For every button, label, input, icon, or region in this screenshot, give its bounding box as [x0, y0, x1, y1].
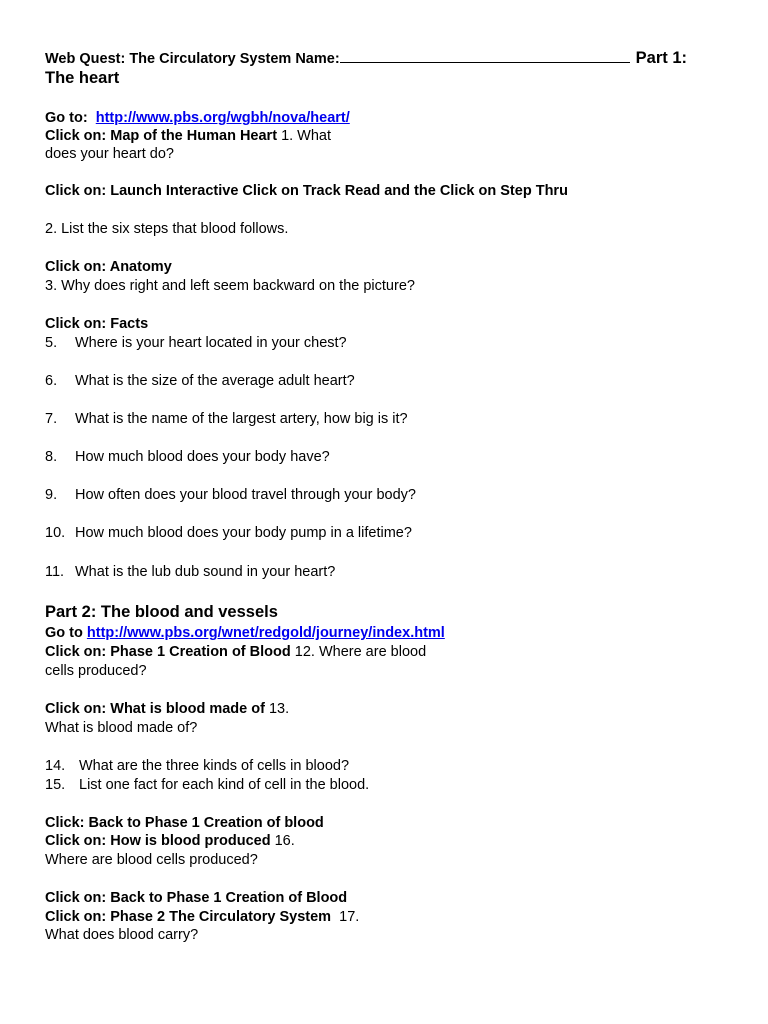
- question-12: 12. Where are blood: [294, 644, 427, 660]
- click-made-line: [45, 700, 289, 719]
- nova-heart-link[interactable]: http://www.pbs.org/wgbh/nova/heart/: [95, 110, 350, 126]
- click-how-line: [45, 832, 295, 851]
- question-15: 15. List one fact for each kind of cell in the blood.: [45, 777, 370, 793]
- goto-label-2: Go to: [45, 625, 83, 641]
- question-5: 5. Where is your heart located in your chest?: [45, 335, 347, 351]
- question-8: 8. How much blood does your body have?: [45, 449, 330, 465]
- click-made-instruction: Click on: What is blood made of: [45, 701, 265, 717]
- goto-line-2: [45, 624, 445, 643]
- redgold-journey-link[interactable]: http://www.pbs.org/wnet/redgold/journey/index.html: [86, 625, 445, 641]
- question-3: 3. Why does right and left seem backward on the picture?: [45, 278, 415, 294]
- click-map-instruction: Click on: Map of the Human Heart: [45, 128, 278, 144]
- question-17: What does blood carry?: [45, 927, 199, 943]
- question-1: 1. What: [281, 128, 332, 144]
- question-7: 7. What is the name of the largest artery, how big is it?: [45, 411, 408, 427]
- question-1-cont: does your heart do?: [45, 146, 174, 162]
- click-facts-instruction: Click on: Facts: [45, 316, 149, 332]
- question-10: 10. How much blood does your body pump in a lifetime?: [45, 525, 412, 541]
- click-phase1-instruction: Click on: Phase 1 Creation of Blood: [45, 644, 291, 660]
- part2-title: Part 2: The blood and vessels: [45, 603, 278, 621]
- question-14: 14. What are the three kinds of cells in blood?: [45, 758, 350, 774]
- question-12-cont: cells produced?: [45, 663, 147, 679]
- click-anatomy-instruction: Click on: Anatomy: [45, 259, 172, 275]
- part1-label: Part 1:: [635, 49, 688, 67]
- question-9: 9. How often does your blood travel through your body?: [45, 487, 416, 503]
- part1-subtitle: The heart: [45, 69, 120, 87]
- click-phase2-instruction: Click on: Phase 2 The Circulatory System: [45, 909, 332, 925]
- click-phase1-line: [45, 643, 426, 662]
- click-map-line: [45, 127, 331, 146]
- worksheet-title: Web Quest: The Circulatory System Name:: [45, 51, 340, 67]
- question-16-num: 16.: [274, 833, 295, 849]
- question-16: Where are blood cells produced?: [45, 852, 258, 868]
- click-how-instruction: Click on: How is blood produced: [45, 833, 271, 849]
- question-11: 11. What is the lub dub sound in your heart?: [45, 564, 336, 580]
- question-2: 2. List the six steps that blood follows.: [45, 221, 289, 237]
- worksheet-header: [45, 48, 687, 69]
- click-back1-instruction: Click: Back to Phase 1 Creation of blood: [45, 815, 324, 831]
- click-phase2-line: [45, 908, 359, 927]
- goto-line-1: [45, 109, 350, 128]
- question-17-num: 17.: [339, 909, 360, 925]
- name-blank: [340, 48, 630, 63]
- click-launch-instruction: Click on: Launch Interactive Click on Track Read and the Click on Step Thru: [45, 183, 568, 199]
- question-6: 6. What is the size of the average adult heart?: [45, 373, 355, 389]
- question-13: What is blood made of?: [45, 720, 198, 736]
- goto-label: Go to:: [45, 110, 88, 126]
- click-back2-instruction: Click on: Back to Phase 1 Creation of Blood: [45, 890, 348, 906]
- question-13-num: 13.: [268, 701, 290, 717]
